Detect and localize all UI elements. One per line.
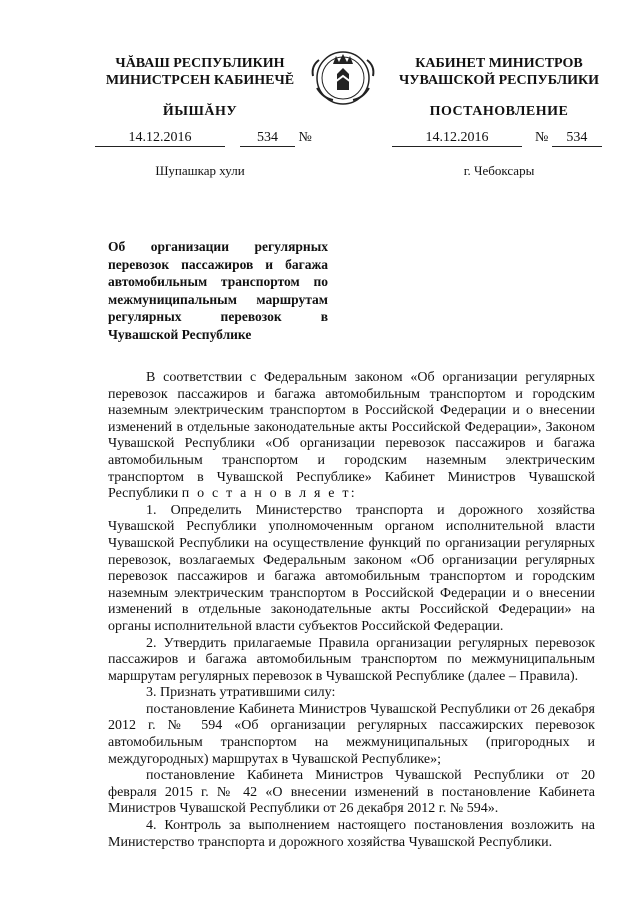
issuer-line-1-ru: КАБИНЕТ МИНИСТРОВ [415, 56, 583, 71]
issuer-line-2-ru: ЧУВАШСКОЙ РЕСПУБЛИКИ [398, 73, 600, 88]
date-field-right: 14.12.2016 [392, 130, 522, 147]
item-3: 3. Признать утратившими силу: [146, 685, 336, 701]
decree-word: п о с т а н о в л я е т: [181, 486, 357, 502]
number-sign-left: № [298, 130, 312, 145]
document-subject: Об организации регулярных перевозок пассажиров и багажа автомобильным транспортом по межмуниципальным маршрутам регулярных перевозок в Чувашской Республике [108, 239, 328, 342]
item-3a: постановление Кабинета Министров Чувашской Республики от 26 декабря 2012 г. № 594 «Об организации регулярных пассажирских перевозок автомобильным транспортом на межмуниципальных (пригородных и междугородных) маршрутах в Чувашской Республике»; [108, 701, 595, 767]
coat-of-arms-emblem [303, 38, 383, 108]
doc-type-chuvash: ЙЫШĂНУ [162, 104, 238, 119]
item-3b: постановление Кабинета Министров Чувашской Республики от 20 февраля 2015 г. № 42 «О внесении изменений в постановление Кабинета Министров Чувашской Республики от 26 декабря 2012 г. № 594». [108, 768, 595, 817]
issuer-line-1: ЧĂВАШ РЕСПУБЛИКИН [115, 56, 285, 71]
item-4: 4. Контроль за выполнением настоящего постановления возложить на Министерство транспорта и дорожного хозяйства Чувашской Республики. [108, 818, 595, 850]
date-number-left [95, 130, 315, 147]
preamble-text: В соответствии с Федеральным законом «Об организации регулярных перевозок пассажиров и багажа автомобильным транспортом и городским наземным электрическим транспортом в Российской Федерации и о внесении изменений в отдельные законодательные акты Российской Федерации», Законом Чувашской Республики «Об организации перевозок пассажиров и багажа автомобильным транспортом и городским наземным электрическим транспортом в Чувашской Республике» Кабинет Министров Чувашской Республики [108, 370, 595, 502]
date-field-left: 14.12.2016 [95, 130, 225, 147]
date-number-right [392, 130, 612, 147]
number-field-right: 534 [552, 130, 602, 147]
number-field-left: 534 [240, 130, 295, 147]
doc-type-russian: ПОСТАНОВЛЕНИЕ [429, 104, 569, 119]
issuer-line-2: МИНИСТРСЕН КАБИНЕЧĔ [105, 73, 295, 88]
preamble [108, 370, 595, 503]
number-sign-right: № [535, 130, 549, 145]
city-chuvash: Шупашкар хули [155, 163, 245, 178]
issuer-name-chuvash [95, 55, 305, 89]
item-1: 1. Определить Министерство транспорта и дорожного хозяйства Чувашской Республики уполномоченным органом исполнительной власти Чувашской Республики на осуществление функций по организации регулярных перевозок, возлагаемых Федеральным законом «Об организации регулярных перевозок пассажиров и багажа автомобильным транспортом и городским наземным электрическим транспортом в Российской Федерации и о внесении изменений в отдельные законодательные акты Российской Федерации» на органы исполнительной власти субъектов Российской Федерации. [108, 502, 595, 634]
item-2: 2. Утвердить прилагаемые Правила организации регулярных перевозок пассажиров и багажа автомобильным транспортом по межмуниципальным маршрутам регулярных перевозок в Чувашской Республике (далее – Правила). [108, 635, 595, 684]
document-body [108, 370, 595, 851]
city-russian: г. Чебоксары [463, 163, 535, 178]
issuer-name-russian [383, 55, 615, 89]
